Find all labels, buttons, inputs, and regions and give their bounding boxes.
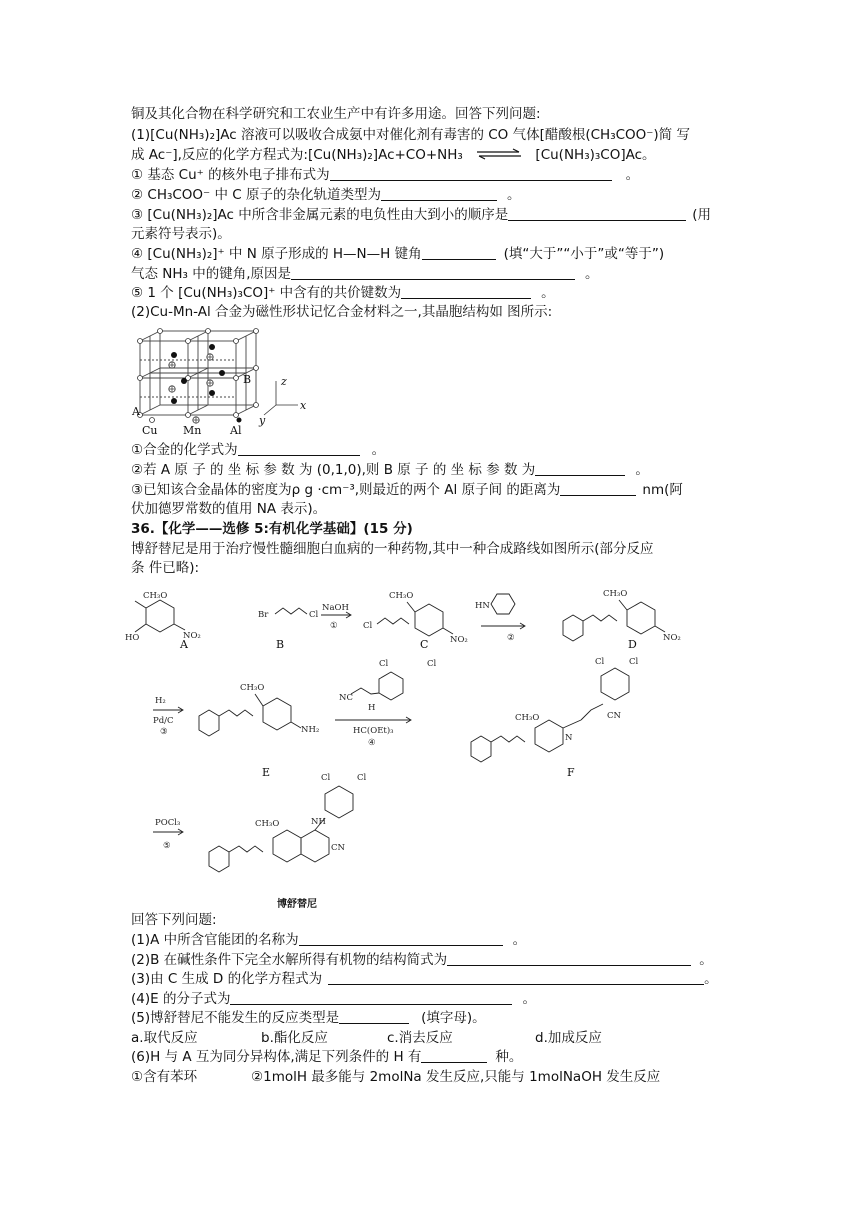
q2-text: ② CH₃COO⁻ 中 C 原子的杂化轨道类型为 [131, 187, 381, 203]
a1-text: (1)A 中所含官能团的名称为 [131, 932, 299, 948]
step-5: ⑤ [163, 841, 171, 851]
step-1: ① [330, 621, 338, 631]
answer-blank[interactable] [330, 167, 612, 181]
scheme-text: NH [311, 817, 326, 827]
scheme-text: NO₂ [663, 633, 681, 643]
option-d: d.加成反应 [535, 1030, 602, 1046]
reagent-naoh: NaOH [322, 603, 349, 613]
legend-cu: Cu [142, 424, 158, 437]
scheme-text: NO₂ [450, 635, 468, 645]
scheme-text: Cl [321, 773, 331, 783]
answer-blank[interactable] [508, 207, 686, 221]
sub-question-1 [131, 166, 639, 184]
intro-text: 铜及其化合物在科学研究和工农业生产中有许多用途。回答下列问题: [131, 106, 541, 122]
point-a-label: A [132, 405, 140, 418]
period: 。 [625, 167, 640, 183]
answer-blank[interactable] [291, 266, 575, 280]
scheme-text: CH₃O [255, 819, 280, 829]
synthesis-scheme [125, 580, 735, 910]
answer-blank[interactable] [421, 1049, 487, 1063]
crystal-q3 [131, 481, 683, 499]
reagent-h2: H₂ [155, 696, 166, 706]
q4-text: ④ [Cu(NH₃)₂]⁺ 中 N 原子形成的 H—N—H 键角 [131, 246, 422, 262]
answer-blank[interactable] [230, 991, 512, 1005]
condition-1: ①含有苯环 [131, 1069, 198, 1085]
scheme-text: HO [125, 633, 140, 643]
scheme-text: Cl [595, 657, 605, 667]
answer-prompt: 回答下列问题: [131, 912, 217, 928]
answer-blank[interactable] [339, 1010, 409, 1024]
crystal-q3-cont: 伏加德罗常数的值用 NA 表示)。 [131, 501, 327, 517]
org-q6-conditions [131, 1068, 660, 1086]
step-4: ④ [368, 738, 376, 748]
q1-text: ① 基态 Cu⁺ 的核外电子排布式为 [131, 167, 330, 183]
reagent-pdc: Pd/C [153, 716, 174, 726]
a5-text: (5)博舒替尼不能发生的反应类型是 [131, 1010, 340, 1026]
compound-d-name: D [628, 638, 637, 651]
answer-blank[interactable] [447, 952, 691, 966]
q3-text: ③ [Cu(NH₃)₂]Ac 中所含非金属元素的电负性由大到小的顺序是 [131, 207, 509, 223]
compound-a-name: A [180, 638, 188, 651]
period: 。 [699, 952, 713, 968]
q3-suffix: (用 [692, 207, 712, 223]
a6-suffix: 种。 [495, 1049, 523, 1065]
period: 。 [371, 442, 386, 458]
option-c: c.消去反应 [387, 1030, 453, 1046]
equation-left: 成 Ac⁻],反应的化学方程式为:[Cu(NH₃)₂]Ac+CO+NH₃ [131, 147, 463, 163]
question-1-line2 [131, 146, 656, 164]
org-q2 [131, 951, 713, 969]
scheme-text: HN [475, 601, 490, 611]
answer-blank[interactable] [401, 285, 531, 299]
answer-blank[interactable] [560, 482, 636, 496]
crystal-q1 [131, 441, 385, 459]
scheme-text: Cl [357, 773, 367, 783]
option-b: b.酯化反应 [261, 1030, 328, 1046]
scheme-text: CH₃O [515, 713, 540, 723]
period: 。 [507, 187, 521, 203]
compound-b-name: B [276, 638, 285, 651]
period: 。 [704, 971, 718, 987]
answer-blank[interactable] [238, 442, 360, 456]
c3-text: ③已知该合金晶体的密度为ρ g ·cm⁻³,则最近的两个 Al 原子间 的距离为 [131, 482, 561, 498]
scheme-text: CN [331, 843, 345, 853]
equilibrium-arrow-icon [475, 148, 523, 160]
scheme-text: N [565, 733, 573, 743]
sub-question-4 [131, 245, 664, 263]
sub-question-5 [131, 284, 555, 302]
section-36-title: 36.【化学——选修 5:有机化学基础】(15 分) [131, 521, 413, 537]
condition-2: ②1molH 最多能与 2molNa 发生反应,只能与 1molNaOH 发生反应 [251, 1069, 661, 1085]
a2-text: (2)B 在碱性条件下完全水解所得有机物的结构简式为 [131, 952, 448, 968]
axis-x-label: x [300, 399, 307, 412]
scheme-text: CH₃O [143, 591, 168, 601]
section-36-line1: 博舒替尼是用于治疗慢性髓细胞白血病的一种药物,其中一种合成路线如图所示(部分反应 [131, 541, 654, 557]
scheme-text: NC [339, 693, 353, 703]
answer-blank[interactable] [328, 971, 704, 985]
legend-mn: Mn [183, 424, 202, 437]
org-q1 [131, 931, 526, 949]
org-q3 [131, 970, 718, 988]
a6-text: (6)H 与 A 互为同分异构体,满足下列条件的 H 有 [131, 1049, 422, 1065]
period: 。 [522, 991, 536, 1007]
reagent-h: H [368, 703, 376, 713]
sub-question-2 [131, 186, 521, 204]
scheme-text: NO₂ [183, 631, 201, 641]
org-q6 [131, 1048, 522, 1066]
sub-question-3 [131, 206, 711, 224]
answer-blank[interactable] [535, 462, 625, 476]
period: 。 [512, 932, 527, 948]
c2-text: ②若 A 原 子 的 坐 标 参 数 为 (0,1,0),则 B 原 子 的 坐 标 参 数 为 [131, 462, 536, 478]
question-2-text: (2)Cu-Mn-Al 合金为磁性形状记忆合金材料之一,其晶胞结构如 图所示: [131, 304, 553, 320]
scheme-text: CN [607, 711, 621, 721]
sub-question-4-cont [131, 265, 599, 283]
bosutinib-name: 博舒替尼 [277, 899, 317, 910]
q5-text: ⑤ 1 个 [Cu(NH₃)₃CO]⁺ 中含有的共价键数为 [131, 285, 402, 301]
period: 。 [541, 285, 555, 301]
org-q5-options [131, 1029, 602, 1047]
scheme-text: Br [258, 610, 269, 620]
section-36-line2: 条 件已略): [131, 560, 200, 576]
a4-text: (4)E 的分子式为 [131, 991, 231, 1007]
question-1-line1: (1)[Cu(NH₃)₂]Ac 溶液可以吸收合成氨中对催化剂有毒害的 CO 气体[醋酸根(CH₃COO⁻)简 写 [131, 127, 690, 143]
compound-c-name: C [420, 638, 429, 651]
period: 。 [585, 266, 599, 282]
axis-z-label: z [281, 375, 287, 388]
scheme-text: Cl [629, 657, 639, 667]
scheme-text: CH₃O [389, 591, 414, 601]
a3-text: (3)由 C 生成 D 的化学方程式为 [131, 971, 323, 987]
legend-al: Al [230, 424, 242, 437]
point-b-label: B [243, 373, 252, 386]
step-2: ② [507, 633, 515, 643]
scheme-text: CH₃O [240, 683, 265, 693]
q4-suffix: (填“大于”“小于”或“等于”) [503, 246, 665, 262]
q4-text2: 气态 NH₃ 中的键角,原因是 [131, 266, 292, 282]
scheme-text: NH₂ [301, 725, 320, 735]
c1-text: ①合金的化学式为 [131, 442, 238, 458]
org-q4 [131, 990, 536, 1008]
compound-e-name: E [262, 766, 271, 779]
step-3: ③ [160, 727, 168, 737]
scheme-text: Cl [363, 621, 373, 631]
answer-blank[interactable] [381, 187, 497, 201]
scheme-text: Cl [427, 659, 437, 669]
c3-suffix: nm(阿 [642, 482, 683, 498]
reagent-pocl3: POCl₃ [155, 818, 181, 828]
period: 。 [635, 462, 649, 478]
a5-suffix: (填字母)。 [421, 1010, 486, 1026]
reagent-hcoet3: HC(OEt)₃ [353, 726, 394, 736]
scheme-text: Cl [379, 659, 389, 669]
scheme-text: CH₃O [603, 589, 628, 599]
compound-f-name: F [567, 766, 575, 779]
equation-right: [Cu(NH₃)₃CO]Ac。 [535, 147, 656, 163]
scheme-text: Cl [309, 610, 319, 620]
axis-y-label: y [259, 414, 266, 427]
answer-blank[interactable] [299, 932, 503, 946]
org-q5 [131, 1009, 486, 1027]
option-a: a.取代反应 [131, 1030, 198, 1046]
answer-blank[interactable] [422, 246, 496, 260]
crystal-q2 [131, 461, 649, 479]
sub-question-3-cont: 元素符号表示)。 [131, 226, 231, 242]
